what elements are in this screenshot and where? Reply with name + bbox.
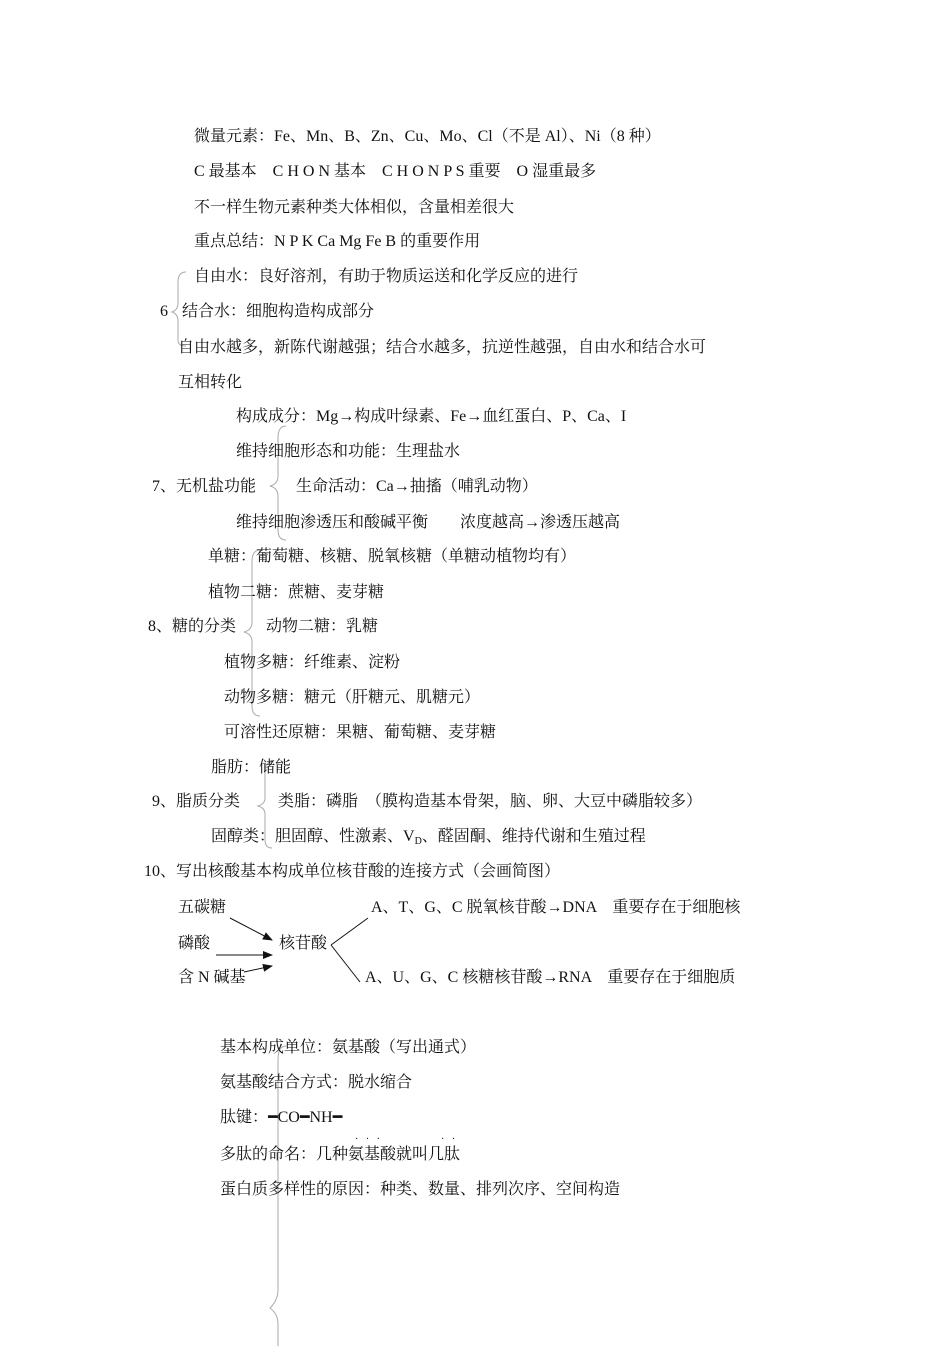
sugar-section-title: 8、糖的分类	[148, 618, 237, 635]
salt-item-morphology: 维持细胞形态和功能：生理盐水	[236, 443, 461, 460]
sugar-item-animal-di: 动物二糖：乳糖	[266, 618, 379, 635]
salt-section-title: 7、无机盐功能	[152, 478, 257, 495]
polypeptide-naming-line: 多肽的命名：几种氨基酸就叫几肽	[220, 1146, 461, 1163]
protein-diversity-line: 蛋白质多样性的原因：种类、数量、排列次序、空间构造	[220, 1181, 621, 1198]
water-section-number: 6	[160, 303, 168, 320]
water-note-line: 自由水越多，新陈代谢越强；结合水越多，抗逆性越强，自由水和结合水可	[178, 339, 707, 356]
lipid-item-phospholipid: 类脂：磷脂 （膜构造基本骨架，脑、卵、大豆中磷脂较多）	[278, 793, 703, 810]
phosphate-label: 磷酸	[178, 935, 211, 952]
sugar-item-mono: 单糖：葡萄糖、核糖、脱氧核糖（单糖动植物均有）	[208, 548, 577, 565]
dna-line: A、T、G、C 脱氧核苷酸→DNA 重要存在于细胞核	[371, 899, 741, 916]
lipid-section-title: 9、脂质分类	[152, 793, 241, 810]
nitrogen-base-label: 含 N 碱基	[178, 969, 246, 986]
salt-item-life-activity: 生命活动：Ca→抽搐（哺乳动物）	[296, 478, 538, 495]
salt-item-composition: 构成成分：Mg→构成叶绿素、Fe→血红蛋白、P、Ca、I	[236, 408, 627, 425]
basic-elements-line: C 最基本 C H O N 基本 C H O N P S 重要 O 湿重最多	[194, 163, 597, 180]
nucleic-section-title: 10、写出核酸基本构成单位核苷酸的连接方式（会画简图）	[144, 863, 561, 880]
emphasis-dots: · · ·	[355, 1134, 380, 1145]
protein-bond-way-line: 氨基酸结合方式：脱水缩合	[220, 1074, 413, 1091]
pentose-label: 五碳糖	[178, 899, 227, 916]
nucleotide-label: 核苷酸	[279, 935, 328, 952]
lipid-item-sterol: 固醇类：胆固醇、性激素、$V_D$、醛固酮、维持代谢和生殖过程	[211, 828, 646, 847]
protein-unit-line: 基本构成单位：氨基酸（写出通式）	[220, 1039, 477, 1056]
sugar-item-reducing: 可溶性还原糖：果糖、葡萄糖、麦芽糖	[224, 724, 497, 741]
peptide-bond-line: 肽键：━CO━NH━	[220, 1109, 343, 1126]
emphasis-dots-2: · ·	[441, 1134, 456, 1145]
key-summary-line: 重点总结：N P K Ca Mg Fe B 的重要作用	[194, 233, 481, 250]
free-water-line: 自由水：良好溶剂，有助于物质运送和化学反应的进行	[194, 268, 579, 285]
salt-item-osmotic: 维持细胞渗透压和酸碱平衡 浓度越高→渗透压越高	[236, 514, 621, 531]
trace-elements-line: 微量元素：Fe、Mn、B、Zn、Cu、Mo、Cl（不是 Al）、Ni（8 种）	[194, 128, 661, 145]
bound-water-line: 结合水：细胞构造构成部分	[182, 303, 375, 320]
element-difference-line: 不一样生物元素种类大体相似，含量相差很大	[194, 199, 515, 216]
rna-line: A、U、G、C 核糖核苷酸→RNA 重要存在于细胞质	[365, 969, 736, 986]
lipid-item-fat: 脂肪：储能	[211, 759, 292, 776]
sugar-item-plant-di: 植物二糖：蔗糖、麦芽糖	[208, 584, 385, 601]
sugar-item-plant-poly: 植物多糖：纤维素、淀粉	[224, 654, 401, 671]
sugar-item-animal-poly: 动物多糖：糖元（肝糖元、肌糖元）	[224, 689, 481, 706]
water-note-line-2: 互相转化	[178, 374, 243, 391]
